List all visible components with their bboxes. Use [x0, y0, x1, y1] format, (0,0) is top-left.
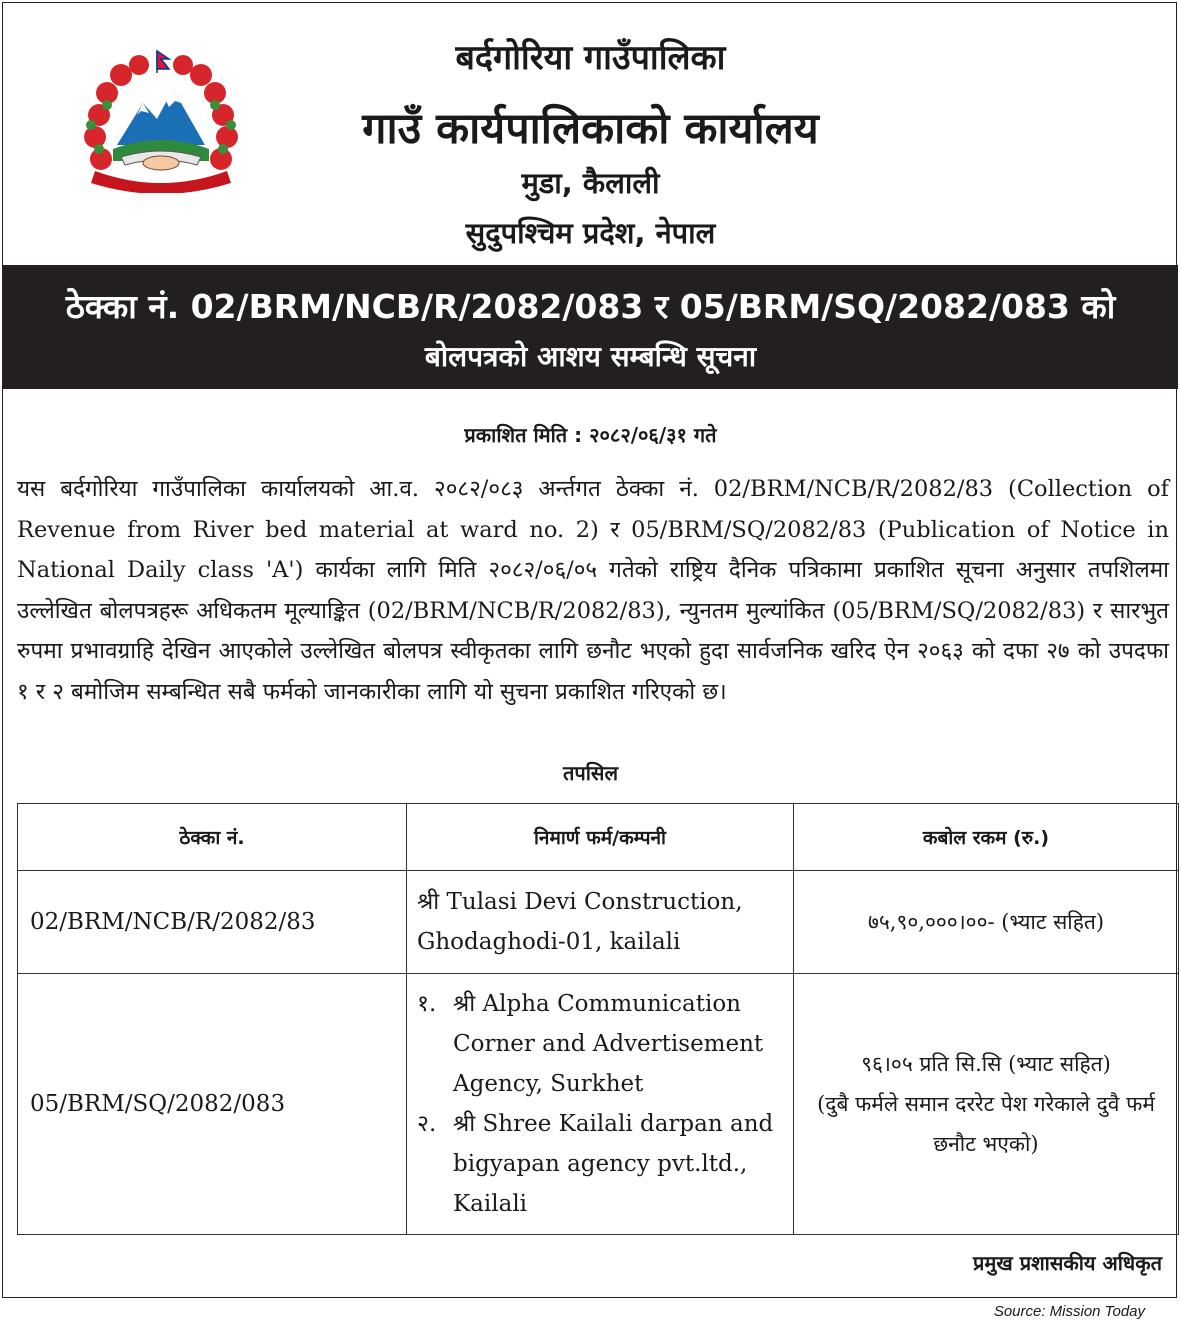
notice-title-banner — [3, 265, 1178, 389]
header-municipality: बर्दगोरिया गाउँपालिका — [455, 38, 726, 78]
firm-item — [417, 1104, 783, 1224]
header-contract-no: ठेक्का नं. — [18, 804, 407, 871]
banner-notice-title: बोलपत्रको आशय सम्बन्धि सूचना — [424, 340, 757, 373]
table-row — [18, 871, 1179, 974]
header-province: सुदुपश्चिम प्रदेश, नेपाल — [465, 216, 716, 250]
firm-cell — [407, 974, 794, 1235]
contract-no-cell: 05/BRM/SQ/2082/083 — [18, 974, 407, 1235]
firm-item — [417, 984, 775, 1104]
header-firm: निमार्ण फर्म/कम्पनी — [407, 804, 794, 871]
amount-value: ९६।०५ प्रति सि.सि (भ्याट सहित) — [861, 1052, 1111, 1076]
signoff: प्रमुख प्रशासकीय अधिकृत — [973, 1251, 1162, 1275]
header-office: गाउँ कार्यपालिकाको कार्यालय — [362, 104, 819, 154]
notice-frame — [2, 2, 1177, 1298]
firm-cell — [407, 871, 794, 974]
contract-no-cell: 02/BRM/NCB/R/2082/83 — [18, 871, 407, 974]
header-location: मुडा, कैलाली — [521, 166, 660, 200]
contract-table — [17, 803, 1179, 1235]
table-header-row — [18, 804, 1179, 871]
header-amount: कबोल रकम (रु.) — [794, 804, 1179, 871]
firm-name: श्री Shree Kailali darpan and bigyapan agency pvt.ltd., Kailali — [453, 1111, 774, 1217]
source-credit: Source: Mission Today — [993, 1303, 1145, 1320]
table-row — [18, 974, 1179, 1235]
firm-number: १. — [417, 991, 437, 1017]
firm-name: श्री Alpha Communication Corner and Advertisement Agency, Surkhet — [453, 991, 764, 1097]
notice-body: यस बर्दगोरिया गाउँपालिका कार्यालयको आ.व. २०८२/०८३ अर्न्तगत ठेक्का नं. 02/BRM/NCB/R/2082/83 (Collection of Revenue from River bed material at ward no. 2) र 05/BRM/SQ/2082/83 (Publication of Notice in National Daily class 'A') कार्यका लागि मिति २०८२/०६/०५ गतेको राष्ट्रिय दैनिक पत्रिकामा प्रकाशित सूचना अनुसार तपशिलमा उल्लेखित बोलपत्रहरू अधिकतम मूल्याङ्कित (02/BRM/NCB/R/2082/83), न्युनतम मुल्यांकित (05/BRM/SQ/2082/83) र सारभुत रुपमा प्रभावग्राहि देखिन आएकोले उल्लेखित बोलपत्र स्वीकृतका लागि छनौट भएको हुदा सार्वजनिक खरिद ऐन २०६३ को दफा २७ को उपदफा १ र २ बमोजिम सम्बन्धित सबै फर्मको जानकारीका लागि यो सुचना प्रकाशित गरिएको छ। — [17, 476, 1169, 705]
notice-header — [3, 3, 1178, 265]
amount-cell: ७५,९०,०००।००- (भ्याट सहित) — [794, 871, 1179, 974]
firm-number: २. — [417, 1111, 437, 1137]
published-date: प्रकाशित मिति : २०८२/०६/३१ गते — [464, 423, 717, 447]
amount-cell — [794, 974, 1179, 1235]
table-title: तपसिल — [562, 761, 619, 785]
firm-name: श्री Tulasi Devi Construction, Ghodaghodi-01, kailali — [417, 889, 743, 955]
amount-note: (दुबै फर्मले समान दररेट पेश गरेकाले दुवै फर्म छनौट भएको) — [817, 1092, 1155, 1156]
banner-contract-numbers: ठेक्का नं. 02/BRM/NCB/R/2082/083 र 05/BRM/SQ/2082/083 को — [65, 287, 1116, 326]
